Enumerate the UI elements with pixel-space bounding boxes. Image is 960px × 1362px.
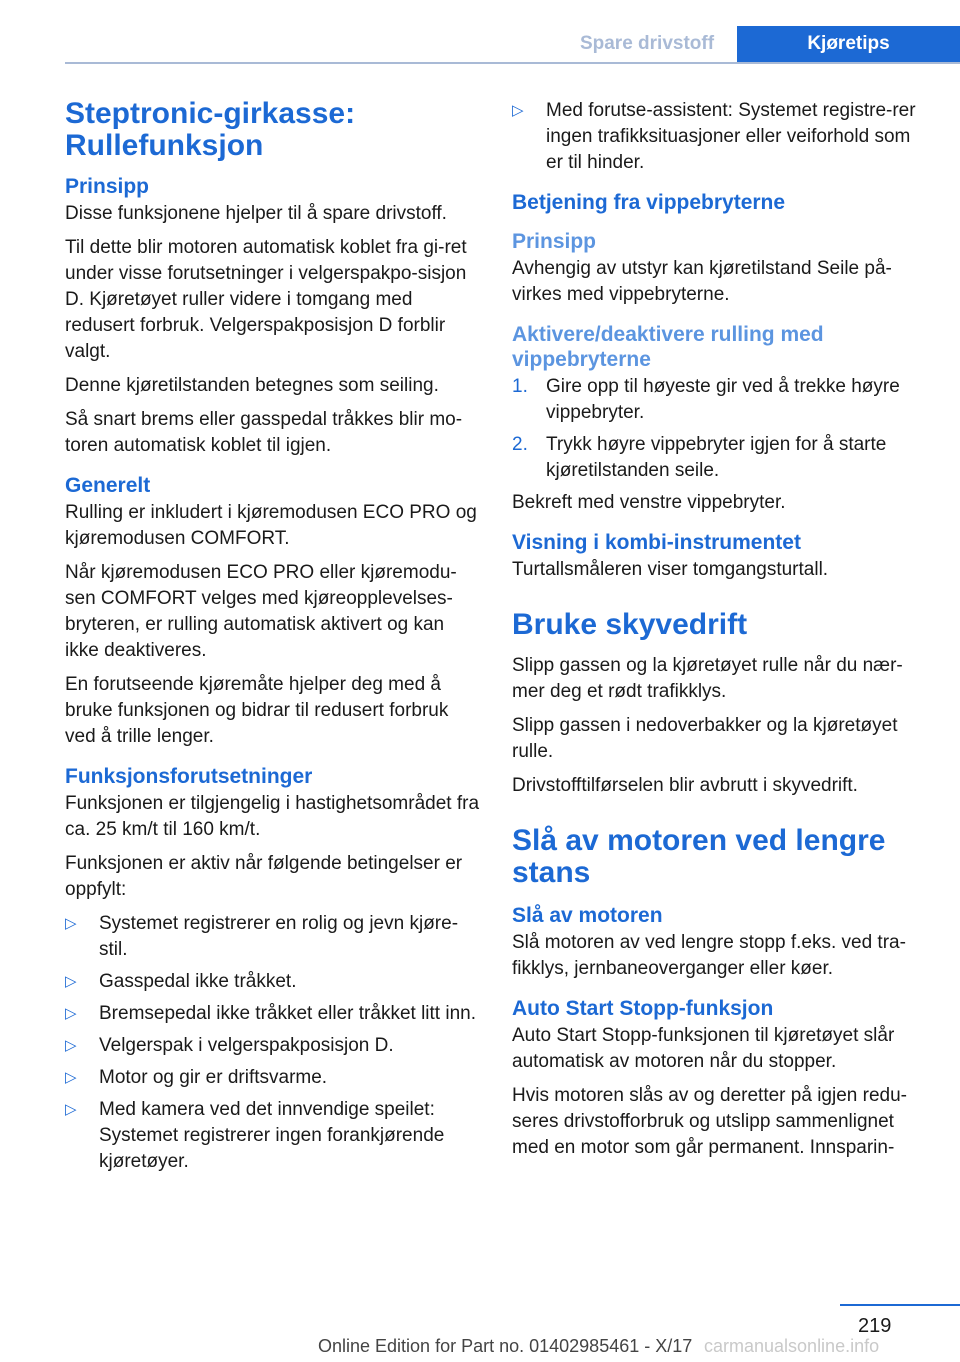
paragraph: Når kjøremodusen ECO PRO eller kjøremodu-sen COMFORT velges med kjøreopplevelses-bryteren, er rulling automatisk aktivert og kan ikke deaktiveres.	[65, 562, 457, 661]
bullet-triangle-icon: ▷	[65, 915, 77, 932]
footer-edition: Online Edition for Part no. 01402985461 - X/17	[318, 1336, 693, 1356]
paragraph: Slipp gassen i nedoverbakker og la kjøretøyet rulle.	[512, 715, 898, 762]
list-item	[65, 1065, 483, 1091]
page-title-line1: Steptronic-girkasse:	[65, 97, 356, 130]
page-title-line2: Rullefunksjon	[65, 129, 264, 162]
bullet-triangle-icon: ▷	[65, 1069, 77, 1086]
bullet-triangle-icon: ▷	[65, 1101, 77, 1118]
paragraph: Turtallsmåleren viser tomgangsturtall.	[512, 559, 829, 580]
section-title-line2: stans	[512, 856, 591, 889]
step-number: 2.	[512, 434, 528, 455]
section-title-line1: Slå av motoren ved lengre	[512, 824, 886, 857]
list-item-text: Med kamera ved det innvendige speilet: Systemet registrerer ingen forankjørende kjøretøyer.	[99, 1099, 445, 1172]
page-number-rule	[840, 1304, 960, 1306]
heading-instrument-display: Visning i kombi-instrumentet	[512, 531, 801, 554]
heading-principle: Prinsipp	[65, 175, 150, 198]
bullet-triangle-icon: ▷	[65, 973, 77, 990]
paragraph: Avhengig av utstyr kan kjøretilstand Seile på-virkes med vippebryterne.	[512, 258, 892, 305]
paragraph: Auto Start Stopp-funksjonen til kjøretøyet slår automatisk av motoren når du stopper.	[512, 1025, 895, 1072]
step-text: Gire opp til høyeste gir ved å trekke høyre vippebryter.	[546, 376, 900, 423]
paragraph: Så snart brems eller gasspedal tråkkes blir mo-toren automatisk koblet til igjen.	[65, 409, 463, 456]
section-title-coasting: Bruke skyvedrift	[512, 608, 748, 641]
paragraph: Funksjonen er tilgjengelig i hastighetsområdet fra ca. 25 km/t til 160 km/t.	[65, 793, 480, 840]
bullet-triangle-icon: ▷	[65, 1005, 77, 1022]
watermark: carmanualsonline.info	[704, 1336, 880, 1356]
list-item	[65, 969, 483, 995]
heading-principle-paddles: Prinsipp	[512, 230, 597, 253]
heading-general: Generelt	[65, 474, 151, 497]
header-section-tab: Spare drivstoff	[579, 33, 715, 54]
header-rule	[65, 62, 960, 64]
paragraph: Rulling er inkludert i kjøremodusen ECO PRO og kjøremodusen COMFORT.	[65, 502, 477, 549]
list-item-text: Motor og gir er driftsvarme.	[99, 1067, 328, 1088]
heading-paddles: Betjening fra vippebryterne	[512, 191, 786, 214]
heading-auto-start-stop: Auto Start Stopp-funksjon	[512, 997, 774, 1020]
list-item-text: Gasspedal ikke tråkket.	[99, 971, 297, 992]
step-number: 1.	[512, 376, 528, 397]
heading-engine-off: Slå av motoren	[512, 904, 663, 927]
header-chapter-tab: Kjøretips	[737, 26, 960, 62]
paragraph: Slå motoren av ved lengre stopp f.eks. ved tra-fikklys, jernbaneoverganger eller køer.	[512, 932, 906, 979]
paragraph: Funksjonen er aktiv når følgende betingelser er oppfylt:	[65, 853, 463, 900]
paragraph: Bekreft med venstre vippebryter.	[512, 492, 786, 513]
bullet-triangle-icon: ▷	[512, 102, 524, 119]
list-item-text: Bremsepedal ikke tråkket eller tråkket litt inn.	[99, 1003, 476, 1024]
heading-requirements: Funksjonsforutsetninger	[65, 765, 313, 788]
page-number: 219	[858, 1315, 892, 1337]
list-item	[65, 1001, 483, 1027]
list-item	[65, 1033, 483, 1059]
list-item-text: Med forutse-assistent: Systemet registre-rer ingen trafikksituasjoner eller veiforhold som er til hinder.	[546, 100, 916, 173]
list-item	[65, 911, 483, 963]
numbered-step	[512, 432, 930, 484]
step-text: Trykk høyre vippebryter igjen for å starte kjøretilstanden seile.	[546, 434, 887, 481]
paragraph: Til dette blir motoren automatisk koblet fra gi-ret under visse forutsetninger i velgerspakpo-sisjon D. Kjøretøyet ruller videre i tomgang med redusert forbruk. Velgerspakposisjon D forblir valgt.	[65, 237, 467, 362]
paragraph: Denne kjøretilstanden betegnes som seiling.	[65, 375, 439, 396]
paragraph: En forutseende kjøremåte hjelper deg med å bruke funksjonen og bidrar til redusert forbruk ved å trille lenger.	[65, 674, 449, 747]
list-item	[65, 1097, 483, 1175]
paragraph: Disse funksjonene hjelper til å spare drivstoff.	[65, 203, 447, 224]
bullet-triangle-icon: ▷	[65, 1037, 77, 1054]
paragraph: Slipp gassen og la kjøretøyet rulle når du nær-mer deg et rødt trafikklys.	[512, 655, 903, 702]
paragraph: Hvis motoren slås av og deretter på igjen redu-seres drivstofforbruk og utslipp sammenlignet med en motor som går permanent. Innsparin-	[512, 1085, 907, 1158]
list-item	[512, 98, 930, 176]
list-item-text: Systemet registrerer en rolig og jevn kjøre-stil.	[99, 913, 459, 960]
numbered-step	[512, 374, 930, 426]
paragraph: Drivstofftilførselen blir avbrutt i skyvedrift.	[512, 775, 858, 796]
section-title-engine-off	[512, 825, 930, 889]
heading-toggle-coasting: Aktivere/deaktivere rulling med vippebryterne	[512, 323, 824, 371]
list-item-text: Velgerspak i velgerspakposisjon D.	[99, 1035, 394, 1056]
right-column	[512, 98, 930, 1169]
left-column	[65, 98, 483, 1181]
page-title	[65, 98, 483, 162]
